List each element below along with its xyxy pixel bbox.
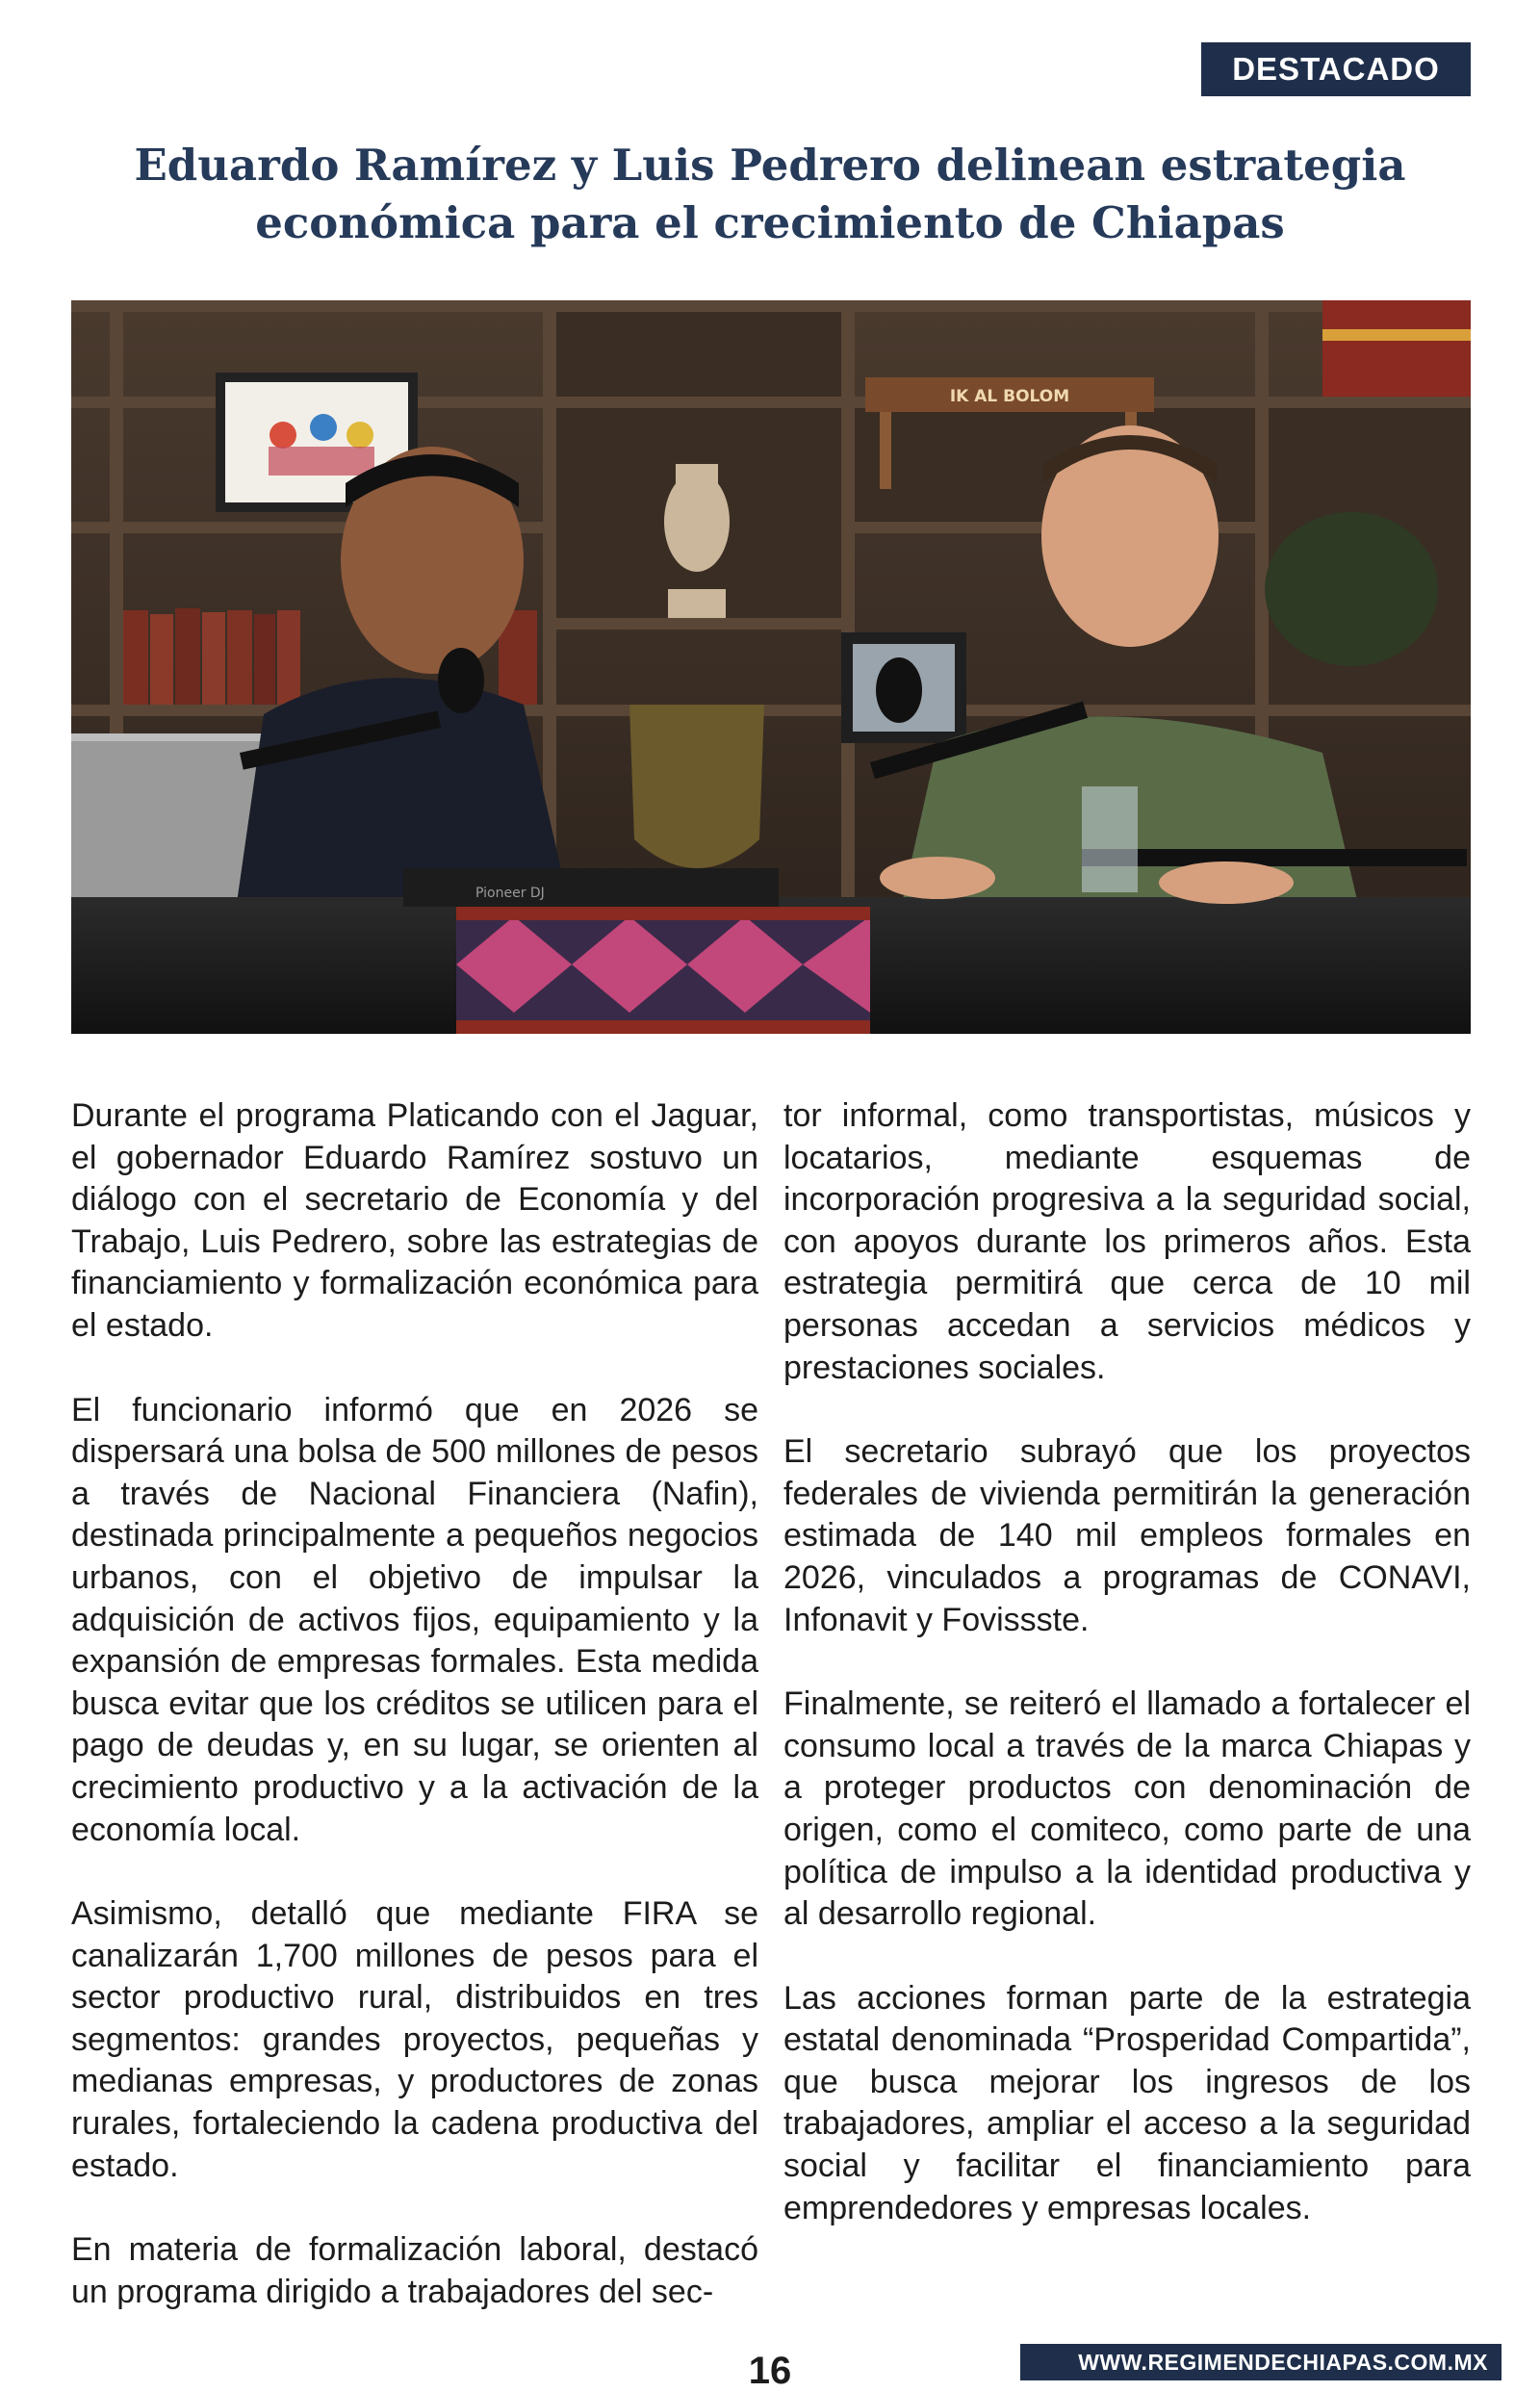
bust-sculpture bbox=[664, 464, 730, 618]
paragraph: El secretario subrayó que los proyectos federales de vivienda permitirán la generación estimada de 140 mil empleos formales en 2026, vinculados a programas de CONAVI, Infonavit y Fovissste. bbox=[783, 1433, 1471, 1638]
dj-mixer bbox=[403, 868, 779, 907]
woven-textile bbox=[456, 907, 870, 1034]
paragraph: Finalmente, se reiteró el llamado a fortalecer el consumo local a través de la marca Chiapas y a proteger productos con denominación de origen, como el comiteco, como parte de una política de impulso a la identidad productiva y al desarrollo regional. bbox=[783, 1685, 1471, 1933]
website-footer bbox=[1020, 2344, 1502, 2380]
paragraph: En materia de formalización laboral, destacó un programa dirigido a trabajadores del sec- bbox=[71, 2231, 758, 2310]
section-tag: DESTACADO bbox=[1201, 42, 1471, 96]
article-headline: Eduardo Ramírez y Luis Pedrero delinean estrategia económica para el crecimiento de Chiapas bbox=[134, 140, 1406, 248]
podcast-studio-image bbox=[71, 300, 1471, 1034]
svg-text:IK AL BOLOM: IK AL BOLOM bbox=[949, 387, 1070, 406]
website-url[interactable]: WWW.REGIMENDECHIAPAS.COM.MX bbox=[1078, 2349, 1488, 2375]
article-column-left bbox=[71, 1095, 758, 2355]
paragraph: El funcionario informó que en 2026 se dispersará una bolsa de 500 millones de pesos a través de Nacional Financiera (Nafin), destinada principalmente a pequeños negocios urbanos, con el objetivo de impulsar la adquisición de activos fijos, equipamiento y la expansión de empresas formales. Esta medida busca evitar que los créditos se utilicen para el pago de deudas y, en su lugar, se orienten al crecimiento productivo y a la activación de la economía local. bbox=[71, 1391, 758, 1848]
page-number: 16 bbox=[748, 2350, 792, 2392]
article-photo bbox=[71, 300, 1471, 1034]
paragraph: Asimismo, detalló que mediante FIRA se canalizarán 1,700 millones de pesos para el sector productivo rural, distribuidos en tres segmentos: grandes proyectos, pequeñas y medianas empresas, y productores de zonas rurales, fortaleciendo la cadena productiva del estado. bbox=[71, 1895, 758, 2184]
paragraph: Las acciones forman parte de la estrategia estatal denominada “Prosperidad Compartida”, que busca mejorar los ingresos de los trabajadores, ampliar el acceso a la seguridad social y facilitar el financiamiento para emprendedores y empresas locales. bbox=[783, 1979, 1471, 2226]
paragraph: Durante el programa Platicando con el Jaguar, el gobernador Eduardo Ramírez sostuvo un diálogo con el secretario de Economía y del Trabajo, Luis Pedrero, sobre las estrategias de financiamiento y formalización económica para el estado. bbox=[71, 1097, 758, 1344]
coat-of-arms bbox=[629, 705, 764, 868]
svg-text:Pioneer DJ: Pioneer DJ bbox=[475, 886, 545, 901]
article-column-right bbox=[783, 1095, 1471, 2272]
paragraph: tor informal, como transportistas, músicos y locatarios, mediante esquemas de incorporación progresiva a la seguridad social, con apoyos durante los primeros años. Esta estrategia permitirá que cerca de 10 mil personas accedan a servicios médicos y prestaciones sociales. bbox=[783, 1097, 1471, 1386]
